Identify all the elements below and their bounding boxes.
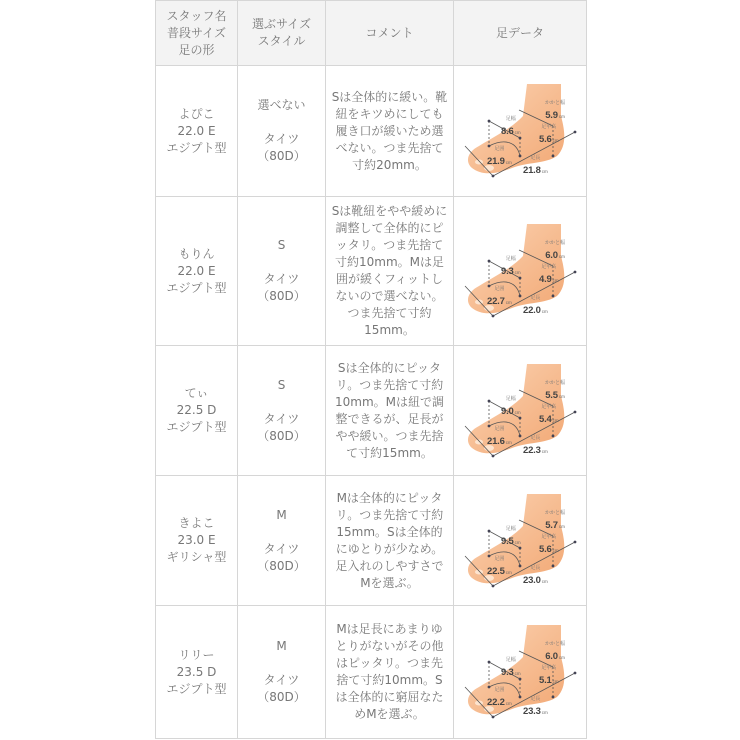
staff-cell [156, 66, 238, 197]
foot-diagram [457, 617, 583, 727]
comment-line: 紐をキツめにしても [335, 106, 444, 121]
foot-length: 足長 23.3cm [523, 696, 548, 717]
usual-size: 23.0 E [177, 533, 216, 547]
staff-name: よぴこ [178, 106, 215, 121]
header-staff [156, 1, 238, 66]
foot-diagram [457, 216, 583, 326]
girth: 足囲 22.7cm [487, 286, 512, 307]
comment-line: リ。つま先捨て寸約 [335, 507, 444, 522]
foot-width: 足幅 9.3cm [501, 256, 521, 277]
comment-line: Sは靴紐をやや緩めに [331, 204, 448, 218]
table-row [156, 606, 587, 739]
foot-shape: エジプト型 [166, 280, 227, 295]
usual-size: 23.5 D [176, 664, 217, 679]
comment-line: 囲が緩くフィットし [335, 272, 444, 286]
girth: 足囲 22.5cm [487, 555, 512, 577]
foot-width: 足幅 8.6cm [501, 116, 521, 137]
style: タイツ [263, 272, 300, 286]
style: タイツ [263, 673, 300, 687]
style-denier: （80D） [257, 428, 306, 443]
comment-line: めMを選ぶ。 [354, 707, 425, 721]
comment-cell [326, 346, 454, 476]
comment-line: 整できるが、足長が [335, 411, 444, 426]
table-row [156, 197, 587, 346]
pick-cell [238, 346, 326, 476]
comment-line: リ。つま先捨て寸約 [335, 377, 444, 392]
style: タイツ [263, 132, 300, 146]
staff-cell [156, 346, 238, 476]
foot-data-cell [454, 346, 587, 476]
usual-size: 22.0 E [177, 263, 216, 278]
staff-cell [156, 476, 238, 606]
style: タイツ [263, 541, 300, 556]
style: タイツ [263, 411, 300, 426]
header-row [156, 1, 587, 66]
usual-size: 22.0 E [177, 123, 216, 138]
comment-line: て寸約15mm。 [346, 445, 433, 460]
comment-line: は全体的に窮屈なた [335, 690, 444, 704]
girth: 足囲 22.2cm [487, 687, 512, 708]
foot-data-cell [454, 66, 587, 197]
comment-line: Mは足長にあまりゆ [336, 622, 443, 636]
foot-shape: エジプト型 [166, 681, 227, 696]
header-foot-shape: 足の形 [178, 42, 215, 57]
picked-size: M [276, 507, 287, 522]
table-row [156, 66, 587, 197]
comment-line: Mは全体的にピッタ [336, 490, 443, 505]
header-usual-size: 普段サイズ [166, 25, 227, 40]
girth: 足囲 21.9cm [487, 146, 512, 167]
comment-line: にゆとりが少なめ。 [335, 541, 444, 556]
header-foot-data: 足データ [454, 1, 587, 66]
comment-line: 寸約10mm。Mは足 [334, 255, 444, 269]
pick-cell [238, 197, 326, 346]
foot-shape: エジプト型 [166, 420, 227, 434]
comment-line: 調整して全体的にピ [335, 221, 444, 235]
picked-size: S [277, 238, 286, 252]
foot-length: 足長 21.8cm [523, 155, 548, 176]
comment-line: 捨て寸約10mm。S [336, 673, 443, 687]
comment-line: 15mm。 [364, 323, 415, 337]
girth: 足囲 21.6cm [487, 425, 512, 447]
staff-cell [156, 197, 238, 346]
staff-name: もりん [178, 246, 215, 261]
comment-line: Sは全体的にピッタ [337, 360, 442, 375]
header-pick-size: 選ぶサイズ [251, 17, 312, 31]
foot-length: 足長 23.0cm [523, 564, 548, 586]
comment-line: 15mm。Sは全体的 [336, 524, 443, 539]
foot-data-cell [454, 197, 587, 346]
instep-height: 足甲高 5.4cm [539, 403, 559, 425]
comment-line: 寸約20mm。 [352, 157, 427, 172]
foot-length: 足長 22.3cm [523, 434, 548, 456]
style-denier: （80D） [257, 289, 306, 303]
staff-name: てぃ [184, 386, 209, 400]
table-row [156, 346, 587, 476]
header-staff-name: スタッフ名 [166, 8, 227, 23]
foot-shape: ギリシャ型 [166, 550, 227, 564]
foot-width: 足幅 9.0cm [501, 395, 521, 417]
comment-cell [326, 197, 454, 346]
foot-data-cell [454, 476, 587, 606]
staff-name: リリー [178, 647, 215, 662]
usual-size: 22.5 D [176, 403, 217, 417]
foot-data-cell [454, 606, 587, 739]
heel-width: かかと幅 6.0cm [545, 240, 566, 261]
foot-shape: エジプト型 [166, 140, 227, 155]
comment-line: とりがないがその他 [335, 639, 444, 653]
header-comment: コメント [326, 1, 454, 66]
heel-width: かかと幅 5.5cm [545, 379, 566, 401]
heel-width: かかと幅 5.9cm [545, 100, 566, 121]
instep-height: 足甲高 4.9cm [539, 264, 559, 285]
foot-diagram [457, 76, 583, 186]
foot-width: 足幅 9.5cm [501, 525, 521, 547]
foot-diagram [457, 356, 583, 466]
instep-height: 足甲高 5.6cm [539, 124, 559, 145]
comment-line: べない。つま先捨て [335, 140, 444, 155]
heel-width: かかと幅 5.7cm [545, 509, 566, 531]
comment-line: Sは全体的に緩い。靴 [331, 89, 448, 104]
foot-width: 足幅 9.3cm [501, 657, 521, 678]
style-denier: （80D） [257, 558, 306, 573]
comment-cell [326, 606, 454, 739]
comment-line: 足入れのしやすさで [335, 558, 444, 573]
comment-line: ッタリ。つま先捨て [335, 238, 444, 252]
staff-fit-table [155, 0, 587, 739]
heel-width: かかと幅 6.0cm [545, 641, 566, 662]
table-row [156, 476, 587, 606]
header-style: スタイル [257, 34, 306, 48]
pick-cell [238, 66, 326, 197]
comment-line: はピッタリ。つま先 [336, 656, 443, 670]
foot-diagram [457, 486, 583, 596]
pick-cell [238, 606, 326, 739]
staff-name: きよこ [178, 516, 215, 530]
instep-height: 足甲高 5.1cm [539, 665, 559, 686]
foot-length: 足長 22.0cm [523, 295, 548, 316]
comment-line: Mを選ぶ。 [360, 575, 419, 590]
picked-size: M [276, 639, 287, 653]
comment-line: 10mm。Mは紐で調 [334, 394, 444, 409]
pick-cell [238, 476, 326, 606]
comment-cell [326, 66, 454, 197]
comment-line: やや緩い。つま先捨 [335, 428, 444, 443]
style-denier: （80D） [257, 690, 306, 704]
instep-height: 足甲高 5.6cm [539, 533, 559, 555]
style-denier: （80D） [257, 149, 306, 163]
comment-line: 履き口が緩いため選 [335, 123, 444, 138]
comment-line: ないので選べない。 [335, 289, 444, 303]
comment-line: つま先捨て寸約 [347, 306, 432, 320]
staff-cell [156, 606, 238, 739]
picked-size: S [277, 377, 286, 392]
comment-cell [326, 476, 454, 606]
header-pick [238, 1, 326, 66]
picked-size: 選べない [257, 98, 306, 112]
